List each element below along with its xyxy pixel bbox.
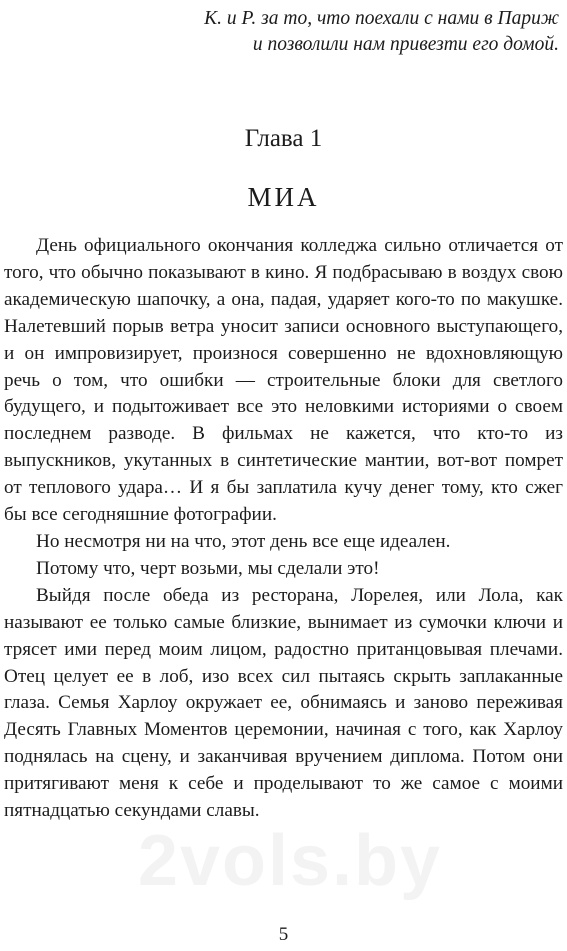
paragraph: Потому что, черт возьми, мы сделали это!: [36, 557, 380, 579]
chapter-number: Глава 1: [244, 125, 323, 152]
epigraph-line-2: и позволили нам привезти его домой.: [252, 34, 559, 55]
paragraph: День официального окончания колледжа сильно отличается от того, что обычно показывают в кино. Я подбрасываю в воздух свою академическую шапочку, а она, падая, ударяет кого-то по макушке. Налетевший порыв ветра уносит записи основного выступающего, и он импровизирует, произнося совершенно не вдохновляющую речь о том, что ошибки — строительные блоки для светлого будущего, и подытоживает все это неловкими историями о своем последнем разводе. В фильмах не кажется, что кто-то из выпускников, укутанных в синтетические мантии, вот-вот помрет от теплового удара… И я бы заплатила кучу денег тому, кто сжег бы все сегодняшние фотографии.: [4, 235, 563, 526]
chapter-title: МИА: [247, 182, 320, 212]
epigraph-line-1: К. и Р. за то, что поехали с нами в Париж: [204, 8, 559, 29]
page-number: 5: [278, 924, 289, 945]
paragraph: Выйдя после обеда из ресторана, Лорелея, или Лола, как называют ее только самые близкие, вынимает из сумочки ключи и трясет ими перед моим лицом, радостно пританцовывая плечами. Отец целует ее в лоб, изо всех сил пытаясь скрыть заплаканные глаза. Семья Харлоу окружает ее, обнимаясь и заново переживая Десять Главных Моментов церемонии, начиная с того, как Харлоу поднялась на сцену, и заканчивая вручением диплома. Потом они притягивают меня к себе и проделывают то же самое с моими пятнадцатью секундами славы.: [4, 584, 563, 822]
epigraph: [39, 6, 559, 58]
watermark: 2vols.by: [137, 821, 443, 901]
paragraph: Но несмотря ни на что, этот день все еще идеален.: [36, 530, 451, 552]
chapter-body: [4, 233, 563, 825]
